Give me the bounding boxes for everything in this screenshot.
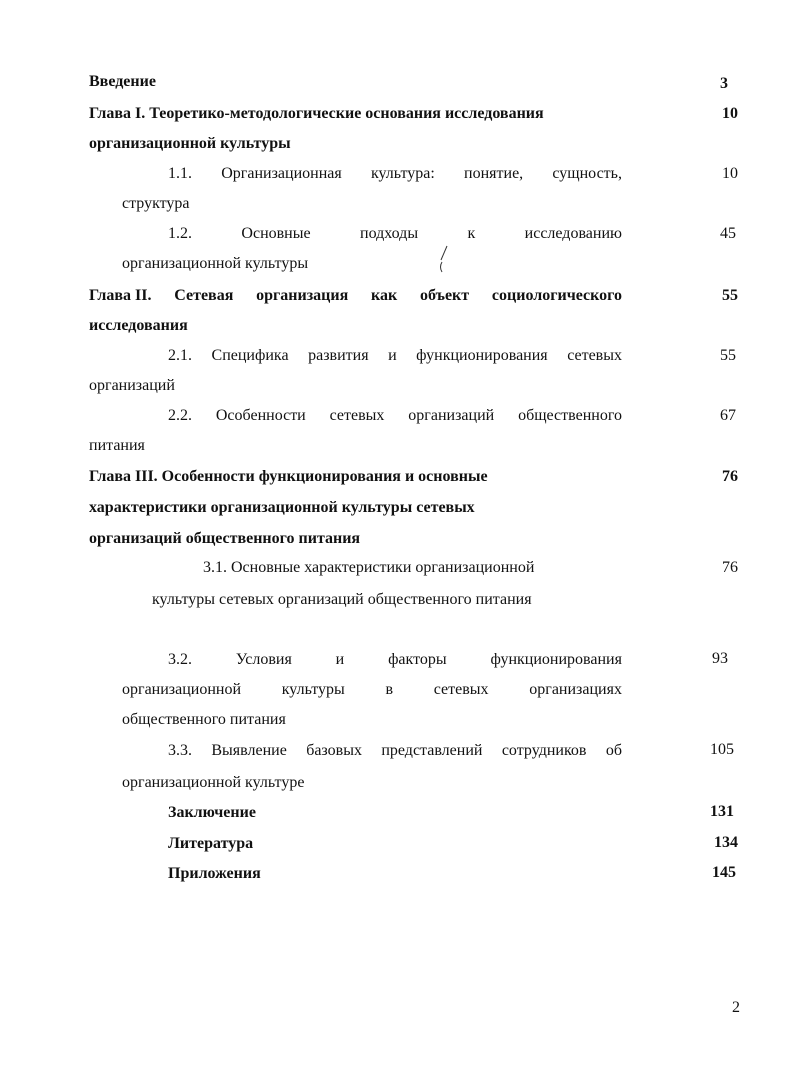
word: к xyxy=(467,225,476,242)
word: сетевых xyxy=(433,681,489,698)
word: и xyxy=(335,651,345,668)
toc-literature-page: 134 xyxy=(714,834,738,851)
toc-ch1-title-line2: организационной культуры xyxy=(89,135,291,152)
toc-ch3-page: 76 xyxy=(722,468,738,485)
word: как xyxy=(371,287,398,304)
toc-s12-page: 45 xyxy=(720,225,736,242)
handwritten-bracket-icon xyxy=(436,244,452,274)
word: об xyxy=(605,742,622,759)
toc-s11-page: 10 xyxy=(722,165,738,182)
word: представлений xyxy=(381,742,483,759)
word: Условия xyxy=(235,651,292,668)
word: объект xyxy=(420,287,470,304)
word: общественного xyxy=(518,407,622,424)
word: исследованию xyxy=(524,225,622,242)
word: Основные xyxy=(241,225,311,242)
word: 3.3. xyxy=(168,742,192,759)
word: факторы xyxy=(388,651,447,668)
word: социологического xyxy=(491,287,622,304)
word: Специфика xyxy=(211,347,289,364)
toc-s32-line3: общественного питания xyxy=(122,711,286,728)
word: Глава II. xyxy=(89,287,152,304)
word: сетевых xyxy=(567,347,622,364)
word: Выявление xyxy=(211,742,287,759)
toc-ch3-title-line1: Глава III. Особенности функционирования и основные xyxy=(89,468,488,485)
word: организациях xyxy=(529,681,622,698)
toc-ch1-title-line1: Глава I. Теоретико-методологические основания исследования xyxy=(89,105,544,122)
word: базовых xyxy=(306,742,362,759)
toc-s31-line2: культуры сетевых организаций общественного питания xyxy=(152,591,532,608)
toc-ch1-page: 10 xyxy=(722,105,738,122)
toc-ch2-title-line2: исследования xyxy=(89,317,188,334)
toc-ch2-page: 55 xyxy=(722,287,738,304)
word: культура: xyxy=(370,165,435,182)
toc-s32-line2 xyxy=(122,680,622,700)
toc-intro-page: 3 xyxy=(720,75,728,92)
word: и xyxy=(388,347,397,364)
word: 2.1. xyxy=(168,347,192,364)
word: сущность, xyxy=(552,165,622,182)
toc-conclusion-page: 131 xyxy=(710,803,734,820)
word: организация xyxy=(256,287,349,304)
toc-s12-line2: организационной культуры xyxy=(122,255,309,272)
toc-intro-title: Введение xyxy=(89,73,156,90)
toc-s21-line2: организаций xyxy=(89,377,175,394)
toc-s21-page: 55 xyxy=(720,347,736,364)
word: функционирования xyxy=(416,347,548,364)
toc-s11-line1 xyxy=(168,164,622,184)
word: 1.1. xyxy=(168,165,192,182)
word: 3.2. xyxy=(168,651,192,668)
toc-ch3-title-line2: характеристики организационной культуры сетевых xyxy=(89,499,475,516)
toc-s33-page: 105 xyxy=(710,741,734,758)
word: в xyxy=(385,681,394,698)
toc-s32-page: 93 xyxy=(712,650,728,667)
word: Организационная xyxy=(221,165,342,182)
toc-appendices-title: Приложения xyxy=(168,865,261,882)
toc-s32-line1 xyxy=(168,650,622,670)
toc-s22-page: 67 xyxy=(720,407,736,424)
toc-s31-page: 76 xyxy=(722,559,738,576)
toc-literature-title: Литература xyxy=(168,835,254,852)
toc-appendices-page: 145 xyxy=(712,864,736,881)
word: понятие, xyxy=(464,165,524,182)
word: организаций xyxy=(408,407,495,424)
toc-s31-line1: 3.1. Основные характеристики организационной xyxy=(203,559,535,576)
word: сотрудников xyxy=(501,742,587,759)
word: подходы xyxy=(360,225,419,242)
toc-conclusion-title: Заключение xyxy=(168,804,256,821)
word: 2.2. xyxy=(168,407,192,424)
word: 1.2. xyxy=(168,225,192,242)
word: функционирования xyxy=(490,651,622,668)
word: развития xyxy=(308,347,369,364)
word: культуры xyxy=(281,681,345,698)
toc-s33-line2: организационной культуре xyxy=(122,774,305,791)
page-number: 2 xyxy=(732,999,740,1016)
toc-s21-line1 xyxy=(168,346,622,366)
word: Сетевая xyxy=(174,287,234,304)
word: Особенности xyxy=(215,407,306,424)
toc-ch2-title-line1 xyxy=(89,286,622,306)
toc-s33-line1 xyxy=(168,741,622,761)
toc-s22-line2: питания xyxy=(89,437,145,454)
toc-s22-line1 xyxy=(168,406,622,426)
toc-ch3-title-line3: организаций общественного питания xyxy=(89,530,361,547)
toc-s11-line2: структура xyxy=(122,195,190,212)
word: сетевых xyxy=(329,407,385,424)
toc-s12-line1 xyxy=(168,224,622,244)
word: организационной xyxy=(122,681,242,698)
